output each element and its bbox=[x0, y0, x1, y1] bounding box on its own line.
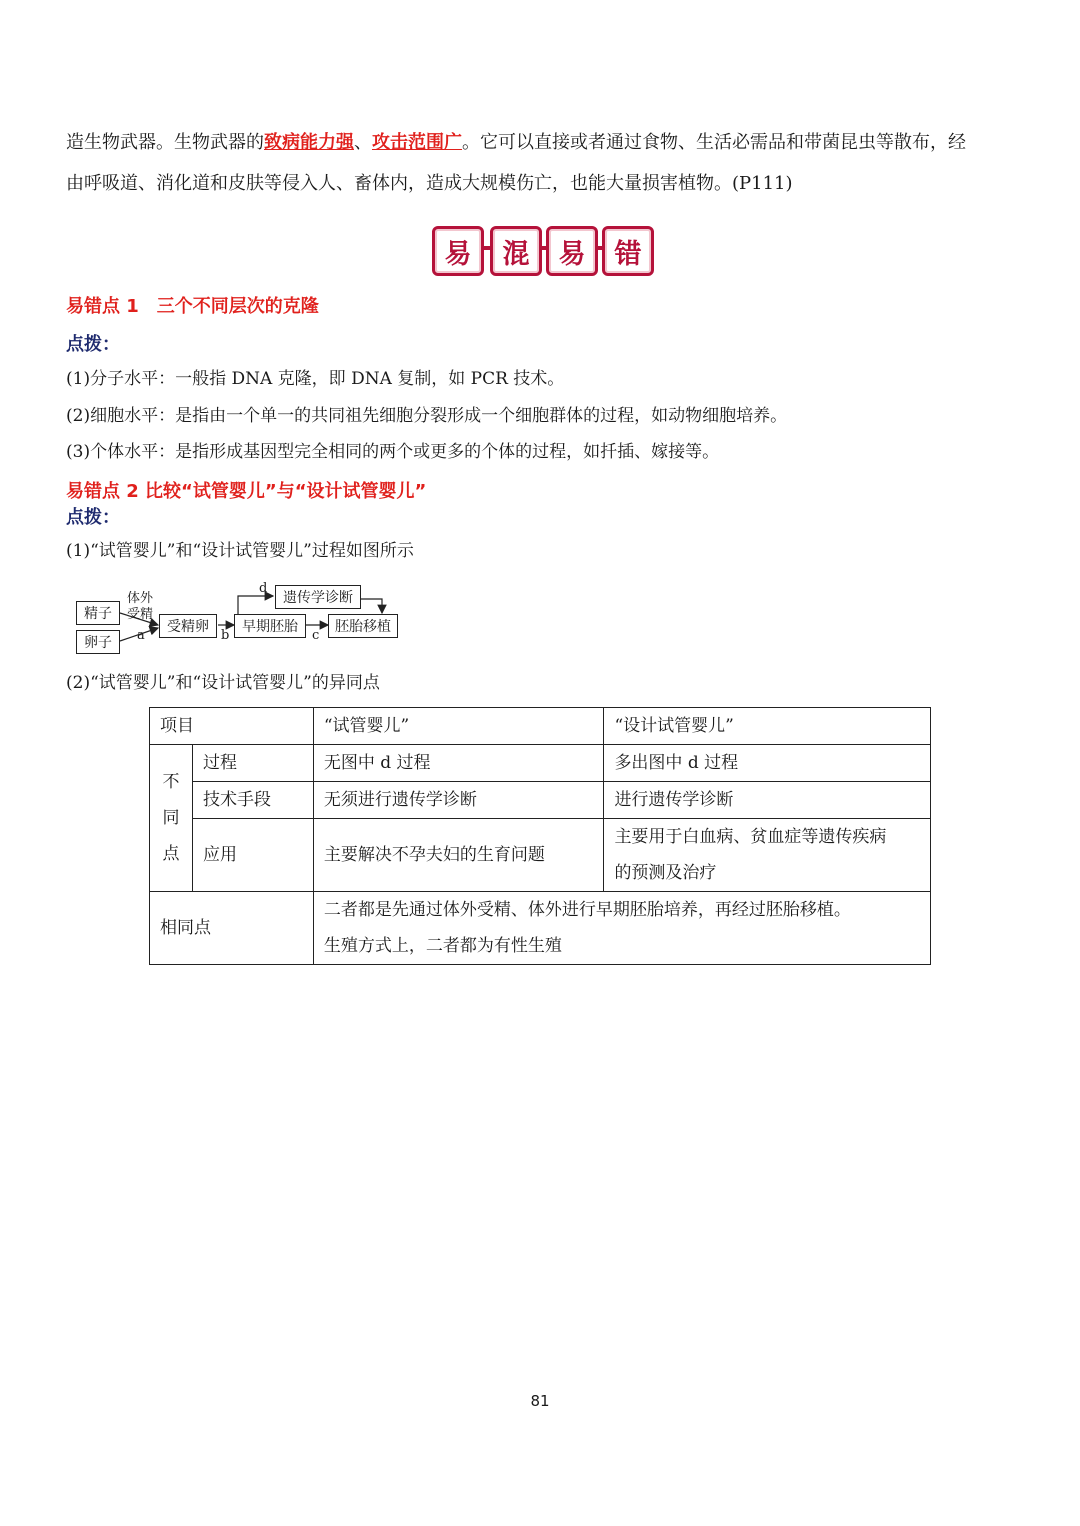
banner-char-4: 错 bbox=[602, 226, 654, 276]
diff-label-cell bbox=[150, 745, 193, 892]
step-b-label: b bbox=[221, 628, 230, 643]
same-text-line: 生殖方式上，二者都为有性生殖 bbox=[323, 936, 562, 956]
diff-label-char: 点 bbox=[162, 844, 180, 864]
row-ivf: 无图中 d 过程 bbox=[313, 745, 604, 782]
page-number: 81 bbox=[530, 1392, 550, 1410]
banner-char-2: 混 bbox=[490, 226, 542, 276]
row-designer-line: 的预测及治疗 bbox=[614, 863, 717, 883]
section1-item-2: (2)细胞水平：是指由一个单一的共同祖先细胞分裂形成一个细胞群体的过程，如动物细胞培养。 bbox=[66, 406, 788, 426]
diff-label-char: 同 bbox=[162, 808, 180, 828]
early-embryo-box: 早期胚胎 bbox=[234, 614, 306, 638]
row-ivf: 主要解决不孕夫妇的生育问题 bbox=[313, 819, 604, 892]
row-designer-line: 主要用于白血病、贫血症等遗传疾病 bbox=[614, 827, 887, 847]
table-row bbox=[150, 782, 931, 819]
row-label: 过程 bbox=[192, 745, 313, 782]
row-designer bbox=[604, 819, 931, 892]
diff-label-char: 不 bbox=[162, 772, 180, 792]
header-ivf: “试管婴儿” bbox=[313, 708, 604, 745]
banner-char-3: 易 bbox=[546, 226, 598, 276]
same-text-line: 二者都是先通过体外受精、体外进行早期胚胎培养，再经过胚胎移植。 bbox=[323, 900, 851, 920]
error-prone-banner bbox=[432, 222, 652, 276]
table-row-same bbox=[150, 892, 931, 965]
row-designer: 进行遗传学诊断 bbox=[604, 782, 931, 819]
sperm-box: 精子 bbox=[76, 601, 120, 625]
table-header-row bbox=[150, 708, 931, 745]
egg-box: 卵子 bbox=[76, 630, 120, 654]
intro-text: 造生物武器。生物武器的 bbox=[66, 132, 264, 153]
section1-title: 易错点 1 三个不同层次的克隆 bbox=[66, 296, 319, 317]
in-vitro-label-2: 受精 bbox=[127, 607, 154, 622]
banner-char-1: 易 bbox=[432, 226, 484, 276]
section1-item-1: (1)分子水平：一般指 DNA 克隆，即 DNA 复制，如 PCR 技术。 bbox=[66, 369, 565, 389]
highlight-range: 攻击范围广 bbox=[372, 132, 462, 153]
same-text bbox=[313, 892, 930, 965]
step-d-label: d bbox=[259, 581, 268, 596]
comparison-table bbox=[149, 707, 931, 965]
same-label: 相同点 bbox=[150, 892, 314, 965]
intro-separator: 、 bbox=[354, 132, 372, 153]
table-row bbox=[150, 745, 931, 782]
fertilized-egg-box: 受精卵 bbox=[159, 614, 217, 638]
step-a-label: a bbox=[137, 628, 145, 643]
section1-item-3: (3)个体水平：是指形成基因型完全相同的两个或更多的个体的过程，如扦插、嫁接等。 bbox=[66, 442, 720, 462]
row-label: 应用 bbox=[192, 819, 313, 892]
row-ivf: 无须进行遗传学诊断 bbox=[313, 782, 604, 819]
intro-line-2: 由呼吸道、消化道和皮肤等侵入人、畜体内，造成大规模伤亡，也能大量损害植物。(P111) bbox=[66, 173, 793, 194]
header-designer: “设计试管婴儿” bbox=[604, 708, 931, 745]
section2-title: 易错点 2 比较“试管婴儿”与“设计试管婴儿” bbox=[66, 481, 427, 502]
genetic-diagnosis-box: 遗传学诊断 bbox=[275, 585, 361, 609]
header-item: 项目 bbox=[150, 708, 314, 745]
in-vitro-label-1: 体外 bbox=[127, 591, 154, 606]
section2-item-2: (2)“试管婴儿”和“设计试管婴儿”的异同点 bbox=[66, 673, 380, 693]
intro-text-b: 。它可以直接或者通过食物、生活必需品和带菌昆虫等散布，经 bbox=[462, 132, 966, 153]
ivf-process-diagram bbox=[66, 578, 406, 660]
section2-item-1: (1)“试管婴儿”和“设计试管婴儿”过程如图所示 bbox=[66, 541, 414, 561]
section1-tip-label: 点拨： bbox=[66, 334, 120, 355]
embryo-transfer-box: 胚胎移植 bbox=[328, 614, 398, 638]
step-c-label: c bbox=[312, 628, 320, 643]
highlight-pathogenic: 致病能力强 bbox=[264, 132, 354, 153]
row-designer: 多出图中 d 过程 bbox=[604, 745, 931, 782]
table-row bbox=[150, 819, 931, 892]
row-label: 技术手段 bbox=[192, 782, 313, 819]
intro-line-1 bbox=[66, 131, 966, 155]
section2-tip-label: 点拨： bbox=[66, 507, 120, 528]
